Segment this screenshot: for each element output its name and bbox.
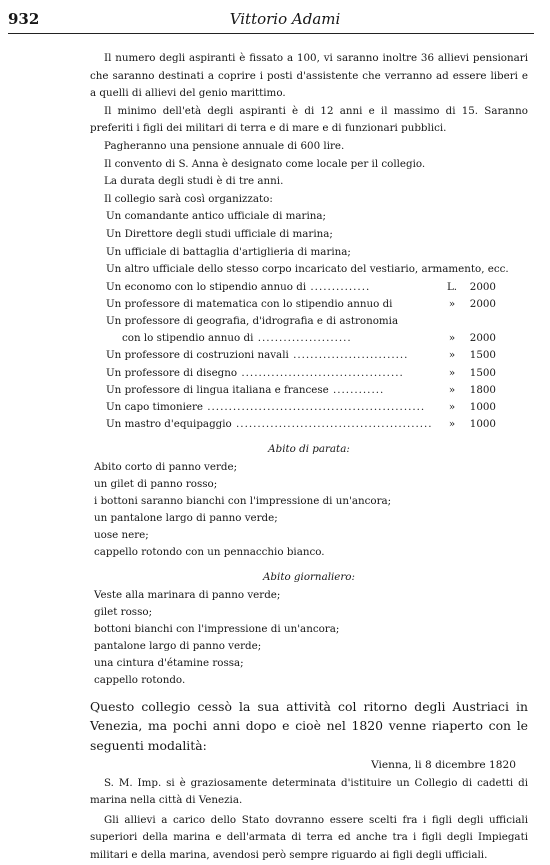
salary-amount: 1500 — [469, 349, 496, 362]
heading-abito-parata: Abito di parata: — [268, 443, 350, 456]
list-item: pantalone largo di panno verde; — [94, 639, 262, 652]
page-number: 932 — [8, 10, 40, 28]
dateline: Vienna, li 8 dicembre 1820 — [371, 758, 516, 771]
salary-amount: 2000 — [469, 297, 496, 310]
list-item: un gilet di panno rosso; — [94, 478, 218, 490]
staff-item: Un ufficiale di battaglia d'artiglieria di marina; — [106, 245, 351, 258]
list-item: Veste alla marinara di panno verde; — [94, 588, 281, 601]
salary-amount: 1000 — [469, 401, 496, 414]
paragraph-convento: Il convento di S. Anna è designato come locale per il collegio. — [104, 157, 426, 170]
salary-label: Un mastro d'equipaggio — [106, 418, 232, 431]
paragraph-eta: Il minimo dell'età degli aspiranti è di 12 anni e il massimo di 15. Saranno preferiti i figli dei militari di terra e di mare e di funzionari pubblici. — [90, 104, 528, 135]
staff-item: Un altro ufficiale dello stesso corpo incaricato del vestiario, armamento, ecc. — [106, 263, 509, 276]
salary-amount: 1000 — [469, 418, 496, 431]
salary-currency: » — [448, 297, 456, 310]
running-header — [8, 10, 534, 32]
salary-row — [106, 347, 528, 364]
salary-row — [106, 416, 528, 433]
list-item: un pantalone largo di panno verde; — [94, 512, 278, 524]
salary-currency: » — [448, 332, 456, 345]
salary-row — [106, 313, 528, 330]
paragraph-organizzazione: Il collegio sarà così organizzato: — [104, 192, 273, 205]
leader-dots: ................................................... — [202, 401, 426, 414]
paragraph-cessazione: Questo collegio cessò la sua attività col ritorno degli Austriaci in Venezia, ma pochi anni dopo e cioè nel 1820 venne riaperto con le seguenti modalità: — [90, 698, 528, 754]
salary-amount: 1800 — [469, 383, 496, 396]
list-item: uose nere; — [94, 529, 149, 541]
salary-label: Un professore di disegno — [106, 366, 238, 379]
leader-dots: ...................................... — [237, 366, 404, 379]
paragraph-durata: La durata degli studi è di tre anni. — [104, 175, 284, 188]
salary-row — [106, 399, 528, 416]
heading-abito-giornaliero: Abito giornaliero: — [263, 571, 355, 583]
leader-dots: .............................................. — [231, 418, 433, 431]
list-item: una cintura d'étamine rossa; — [94, 656, 244, 669]
staff-item: Un comandante antico ufficiale di marina; — [106, 210, 327, 223]
staff-item: Un Direttore degli studi ufficiale di marina; — [106, 227, 333, 240]
abito-giornaliero-list — [90, 587, 528, 689]
header-rule — [8, 33, 534, 34]
salary-currency: » — [448, 418, 456, 431]
salary-currency: » — [448, 366, 456, 379]
page-body — [90, 50, 528, 865]
salary-label: Un professore di costruzioni navali — [106, 349, 289, 362]
salary-currency: » — [448, 349, 456, 362]
salary-label: Un professore di matematica con lo stipendio annuo di — [106, 297, 393, 310]
salary-label: Un professore di geografia, d'idrografia e di astronomia — [106, 315, 399, 328]
paragraph-decreto: S. M. Imp. si è graziosamente determinata d'istituire un Collegio di cadetti di marina nella città di Venezia. — [90, 776, 528, 807]
salary-table — [90, 279, 528, 434]
salary-row — [106, 330, 528, 347]
salary-amount: 2000 — [469, 332, 496, 345]
salary-row — [106, 296, 528, 313]
list-item: cappello rotondo. — [94, 673, 186, 686]
running-title: Vittorio Adami — [229, 10, 341, 28]
leader-dots: .............. — [306, 280, 371, 293]
leader-dots: ............ — [328, 383, 385, 396]
salary-label: Un professore di lingua italiana e francese — [106, 383, 329, 396]
list-item: i bottoni saranno bianchi con l'impressione di un'ancora; — [94, 495, 392, 507]
salary-label: Un economo con lo stipendio annuo di — [106, 280, 307, 293]
salary-amount: 1500 — [469, 366, 496, 379]
salary-currency: » — [448, 383, 456, 396]
salary-row — [106, 279, 528, 296]
paragraph-pensione: Pagheranno una pensione annuale di 600 lire. — [104, 139, 345, 152]
staff-list — [90, 208, 528, 278]
paragraph-aspiranti: Il numero degli aspiranti è fissato a 100, vi saranno inoltre 36 allievi pensionari che saranno destinati a coprire i posti d'assistente che verranno ad essere liberi e a quelli di allievi del genio marittimo. — [90, 52, 528, 100]
salary-currency: L. — [446, 280, 458, 293]
list-item: gilet rosso; — [94, 605, 153, 618]
list-item: Abito corto di panno verde; — [94, 461, 238, 473]
salary-currency: » — [448, 401, 456, 414]
salary-amount: 2000 — [469, 280, 496, 293]
salary-row — [106, 365, 528, 382]
list-item: cappello rotondo con un pennacchio bianco. — [94, 546, 325, 558]
salary-label: con lo stipendio annuo di — [122, 332, 254, 345]
leader-dots: ...................... — [253, 332, 352, 345]
paragraph-allievi: Gli allievi a carico dello Stato dovranno essere scelti fra i figli degli ufficiali superiori della marina e dell'armata di terra ed anche tra i figli degli Impiegati militari e della marina, avendosi però sempre riguardo ai figli degli ufficiali. — [90, 813, 528, 861]
salary-row — [106, 382, 528, 399]
leader-dots: ........................... — [288, 349, 409, 362]
salary-label: Un capo timoniere — [106, 401, 203, 414]
abito-parata-list — [90, 459, 528, 561]
list-item: bottoni bianchi con l'impressione di un'ancora; — [94, 622, 340, 635]
